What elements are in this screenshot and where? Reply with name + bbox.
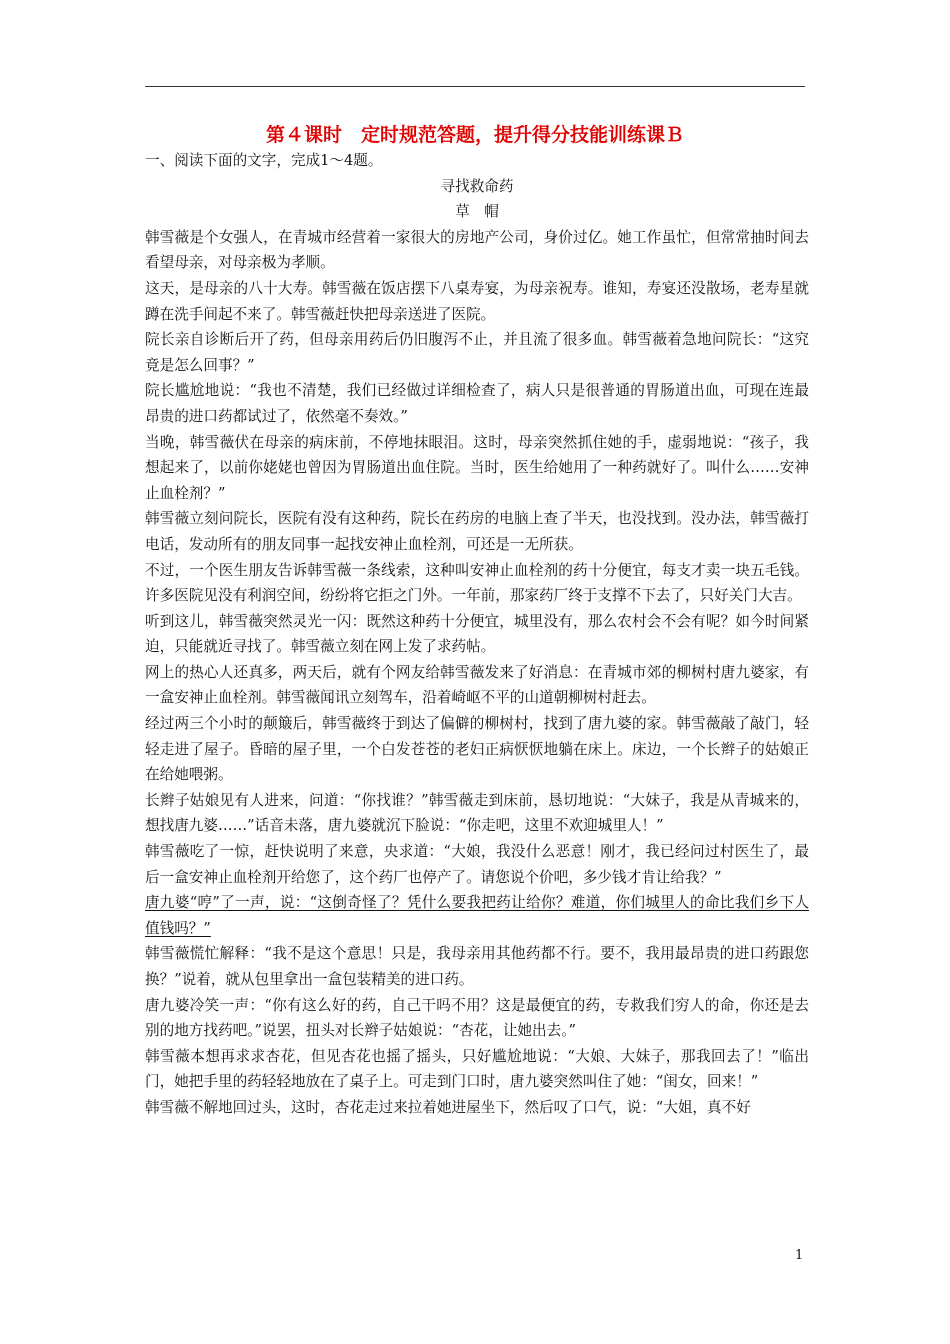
paragraph: 韩雪薇是个女强人，在青城市经营着一家很大的房地产公司，身价过亿。她工作虽忙，但常常抽时间去看望母亲，对母亲极为孝顺。 xyxy=(145,228,809,272)
paragraph: 当晚，韩雪薇伏在母亲的病床前，不停地抹眼泪。这时，母亲突然抓住她的手，虚弱地说：“孩子，我想起来了，以前你姥姥也曾因为胃肠道出血住院。当时，医生给她用了一种药就好了。叫什么……安神止血栓剂？” xyxy=(145,433,809,502)
paragraph: 网上的热心人还真多，两天后，就有个网友给韩雪薇发来了好消息：在青城市郊的柳树村唐九婆家，有一盒安神止血栓剂。韩雪薇闻讯立刻驾车，沿着崎岖不平的山道朝柳树村赶去。 xyxy=(145,663,809,707)
paragraph: 这天，是母亲的八十大寿。韩雪薇在饭店摆下八桌寿宴，为母亲祝寿。谁知，寿宴还没散场，老寿星就蹲在洗手间起不来了。韩雪薇赶快把母亲送进了医院。 xyxy=(145,279,809,323)
paragraph: 韩雪薇本想再求求杏花，但见杏花也摇了摇头，只好尴尬地说：“大娘、大妹子，那我回去了！”临出门，她把手里的药轻轻地放在了桌子上。可走到门口时，唐九婆突然叫住了她：“闺女，回来！” xyxy=(145,1047,809,1091)
paragraph: 听到这儿，韩雪薇突然灵光一闪：既然这种药十分便宜，城里没有，那么农村会不会有呢？如今时间紧迫，只能就近寻找了。韩雪薇立刻在网上发了求药帖。 xyxy=(145,612,809,656)
page-number: 1 xyxy=(795,1248,804,1263)
paragraph: 院长尴尬地说：“我也不清楚，我们已经做过详细检查了，病人只是很普通的胃肠道出血，可现在连最昂贵的进口药都试过了，依然毫不奏效。” xyxy=(145,382,809,425)
paragraph: 长辫子姑娘见有人进来，问道：“你找谁？”韩雪薇走到床前，恳切地说：“大妹子，我是从青城来的，想找唐九婆……”话音未落，唐九婆就沉下脸说：“你走吧，这里不欢迎城里人！” xyxy=(145,791,809,835)
paragraph: 韩雪薇不解地回过头，这时，杏花走过来拉着她进屋坐下，然后叹了口气，说：“大姐，真不好 xyxy=(145,1098,751,1116)
document-body xyxy=(145,148,809,1121)
story-title: 寻找救命药 xyxy=(440,177,514,195)
paragraph: 韩雪薇慌忙解释：“我不是这个意思！只是，我母亲用其他药都不行。要不，我用最昂贵的进口药跟您换？”说着，就从包里拿出一盒包装精美的进口药。 xyxy=(145,945,809,988)
instruction: 一、阅读下面的文字，完成1～4题。 xyxy=(145,152,383,169)
author: 草 帽 xyxy=(455,203,499,221)
header-rule xyxy=(145,86,805,87)
paragraph: 经过两三个小时的颠簸后，韩雪薇终于到达了偏僻的柳树村，找到了唐九婆的家。韩雪薇敲了敲门，轻轻走进了屋子。昏暗的屋子里，一个白发苍苍的老妇正病恹恹地躺在床上。床边，一个长辫子的姑娘正在给她喂粥。 xyxy=(145,715,809,784)
paragraph: 韩雪薇吃了一惊，赶快说明了来意，央求道：“大娘，我没什么恶意！刚才，我已经问过村医生了，最后一盒安神止血栓剂开给您了，这个药厂也停产了。请您说个价吧，多少钱才肯让给我？” xyxy=(145,843,809,886)
paragraph: 不过，一个医生朋友告诉韩雪薇一条线索，这种叫安神止血栓剂的药十分便宜，每支才卖一块五毛钱。许多医院见没有利润空间，纷纷将它拒之门外。一年前，那家药厂终于支撑不下去了，只好关门大吉。 xyxy=(145,561,809,605)
underlined-paragraph: 唐九婆“哼”了一声，说：“这倒奇怪了？凭什么要我把药让给你？难道，你们城里人的命比我们乡下人值钱吗？” xyxy=(145,894,809,937)
lesson-title: 第４课时 定时规范答题，提升得分技能训练课Ｂ xyxy=(265,124,684,146)
paragraph: 韩雪薇立刻问院长，医院有没有这种药，院长在药房的电脑上查了半天，也没找到。没办法，韩雪薇打电话，发动所有的朋友同事一起找安神止血栓剂，可还是一无所获。 xyxy=(145,510,809,553)
paragraph: 院长亲自诊断后开了药，但母亲用药后仍旧腹泻不止，并且流了很多血。韩雪薇着急地问院长：“这究竟是怎么回事？” xyxy=(145,331,809,374)
paragraph: 唐九婆冷笑一声：“你有这么好的药，自己干吗不用？这是最便宜的药，专救我们穷人的命，你还是去别的地方找药吧。”说罢，扭头对长辫子姑娘说：“杏花，让她出去。” xyxy=(145,996,809,1040)
